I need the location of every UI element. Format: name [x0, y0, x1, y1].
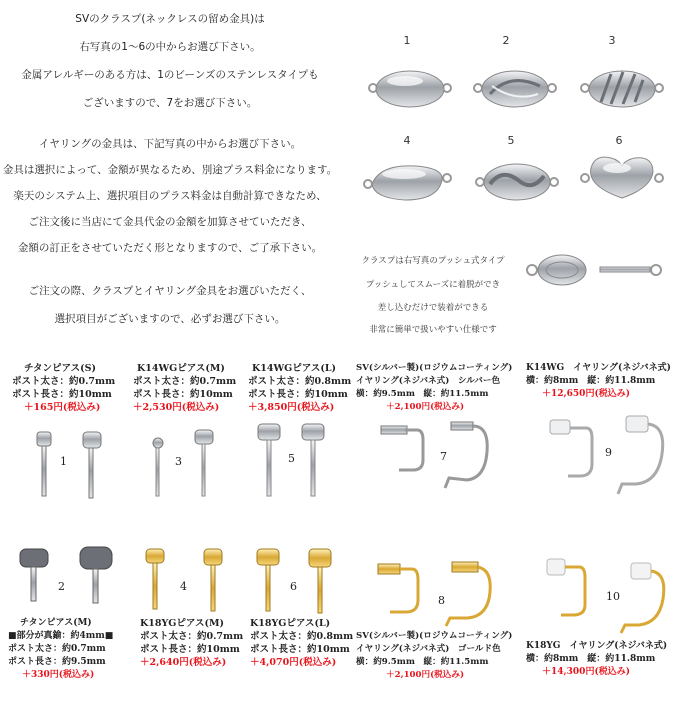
product-price: ＋2,100円(税込み): [386, 670, 465, 680]
product-name: K18YG イヤリング(ネジバネ式): [526, 641, 668, 651]
product-spec: ポスト長さ：約10mm: [12, 389, 112, 400]
product-card[interactable]: [526, 640, 682, 679]
product-number: 6: [290, 580, 297, 593]
product-spec: ポスト長さ：約10mm: [250, 644, 350, 655]
k14wg-stud-m-icon: [145, 428, 225, 508]
teardrop-clasp-icon: [360, 158, 455, 206]
clasp-number: 6: [615, 134, 623, 147]
push-clasp-icon: [520, 250, 670, 290]
product-number: 7: [440, 450, 447, 463]
product-price: ＋4,070円(税込み): [250, 657, 337, 668]
product-number: 4: [180, 580, 187, 593]
product-spec: 横：約8mm 縦：約11.8mm: [526, 654, 656, 664]
product-name: K14WGピアス(M): [137, 363, 225, 374]
product-spec: ■部分が真鍮：約4mm■: [8, 631, 114, 641]
product-card[interactable]: [12, 362, 122, 414]
product-spec: 横：約9.5mm 縦：約11.5mm: [356, 657, 489, 667]
product-card[interactable]: [526, 362, 682, 401]
intro-line: 楽天のシステム上、選択項目のプラス料金は自動計算できなため、: [13, 190, 327, 202]
ribbed-clasp-icon: [577, 66, 667, 112]
product-price: ＋3,850円(税込み): [248, 402, 335, 413]
product-name: K18YGピアス(M): [140, 618, 224, 629]
note-line: クラスプは右写真のプッシュ式タイプ: [361, 256, 505, 266]
product-card[interactable]: [133, 362, 243, 414]
product-number: 9: [605, 446, 612, 459]
product-number: 5: [288, 452, 295, 465]
intro-line: 選択項目がございますので、必ずお選び下さい。: [54, 313, 286, 325]
heart-clasp-icon: [577, 150, 667, 206]
product-spec: ポスト長さ：約9.5mm: [8, 657, 106, 667]
product-spec: ポスト太さ：約0.7mm: [140, 631, 244, 642]
sv-screw-earring-silver-icon: [375, 418, 495, 508]
clasp-number: 2: [502, 34, 510, 47]
product-number: 8: [438, 594, 445, 607]
bean-clasp-icon: [365, 66, 455, 112]
product-price: ＋2,100円(税込み): [386, 402, 465, 412]
product-card[interactable]: [140, 617, 250, 669]
clasp-number: 4: [403, 134, 411, 147]
k14wg-stud-l-icon: [256, 420, 336, 508]
product-spec: ポスト太さ：約0.7mm: [8, 644, 106, 654]
product-price: ＋2,530円(税込み): [133, 402, 220, 413]
product-name: K14WGピアス(L): [252, 363, 337, 374]
k18yg-stud-m-icon: [140, 545, 235, 615]
intro-line: SVのクラスプ(ネックレスの留め金具)は: [75, 13, 265, 25]
clasp-number: 1: [403, 34, 411, 47]
intro-line: 金属アレルギーのある方は、1のビーンズのステンレスタイプも: [21, 69, 319, 81]
swirl-clasp-icon: [472, 158, 562, 206]
product-spec: ポスト太さ：約0.7mm: [12, 376, 116, 387]
product-price: ＋14,300円(税込み): [542, 667, 630, 677]
product-name: イヤリング(ネジバネ式) シルバー色: [356, 376, 501, 386]
intro-line: ございますので、7をお選び下さい。: [82, 97, 258, 109]
product-spec: ポスト長さ：約10mm: [140, 644, 240, 655]
product-card[interactable]: [356, 362, 516, 414]
product-card[interactable]: [250, 617, 360, 669]
product-spec: ポスト太さ：約0.8mm: [250, 631, 354, 642]
intro-line: 金額の訂正をさせていただく形となりますので、ご了承下さい。: [17, 242, 323, 254]
sv-screw-earring-gold-icon: [370, 560, 495, 630]
product-card[interactable]: [248, 362, 358, 414]
product-spec: 横：約9.5mm 縦：約11.5mm: [356, 389, 489, 399]
product-number: 2: [58, 580, 65, 593]
product-spec: ポスト長さ：約10mm: [248, 389, 348, 400]
product-number: 1: [60, 455, 67, 468]
k18yg-screw-earring-icon: [535, 555, 675, 635]
product-spec: ポスト太さ：約0.8mm: [248, 376, 352, 387]
product-spec: ポスト長さ：約10mm: [133, 389, 233, 400]
product-name: チタンピアス(M): [20, 618, 92, 628]
product-name: チタンピアス(S): [24, 363, 96, 374]
titanium-stud-m-icon: [18, 545, 118, 610]
product-price: ＋330円(税込み): [22, 670, 95, 680]
product-price: ＋2,640円(税込み): [140, 657, 227, 668]
product-spec: 横：約8mm 縦：約11.8mm: [526, 376, 656, 386]
titanium-stud-s-icon: [25, 428, 115, 508]
clasp-number: 5: [507, 134, 515, 147]
product-name: SV(シルバー製)(ロジウムコーティング): [356, 363, 513, 373]
product-name: K14WG イヤリング(ネジバネ式): [526, 363, 671, 373]
twist-clasp-icon: [470, 66, 560, 112]
note-line: 差し込むだけで装着ができる: [377, 303, 489, 313]
product-card[interactable]: [356, 630, 521, 682]
intro-line: 金具は選択によって、金額が異なるため、別途プラス料金になります。: [2, 164, 338, 176]
note-line: プッシュしてスムーズに着脱ができ: [365, 280, 501, 290]
product-spec: ポスト太さ：約0.7mm: [133, 376, 237, 387]
product-name: イヤリング(ネジバネ式) ゴールド色: [356, 644, 501, 654]
product-price: ＋165円(税込み): [24, 402, 101, 413]
product-name: K18YGピアス(L): [250, 618, 331, 629]
product-number: 10: [606, 590, 620, 603]
product-name: SV(シルバー製)(ロジウムコーティング): [356, 631, 513, 641]
intro-line: ご注文の際、クラスプとイヤリング金具をお選びいただく、: [28, 285, 312, 297]
product-number: 3: [175, 455, 182, 468]
note-line: 非常に簡単で扱いやすい仕様です: [369, 325, 497, 335]
k14wg-screw-earring-icon: [540, 412, 675, 508]
intro-line: 右写真の1〜6の中からお選び下さい。: [79, 41, 261, 53]
k18yg-stud-l-icon: [255, 545, 345, 617]
clasp-number: 3: [608, 34, 616, 47]
intro-line: ご注文後に当店にて金具代金の金額を加算させていただき、: [28, 216, 312, 228]
product-card[interactable]: [8, 617, 126, 682]
product-price: ＋12,650円(税込み): [542, 389, 630, 399]
intro-line: イヤリングの金具は、下記写真の中からお選び下さい。: [38, 138, 302, 150]
